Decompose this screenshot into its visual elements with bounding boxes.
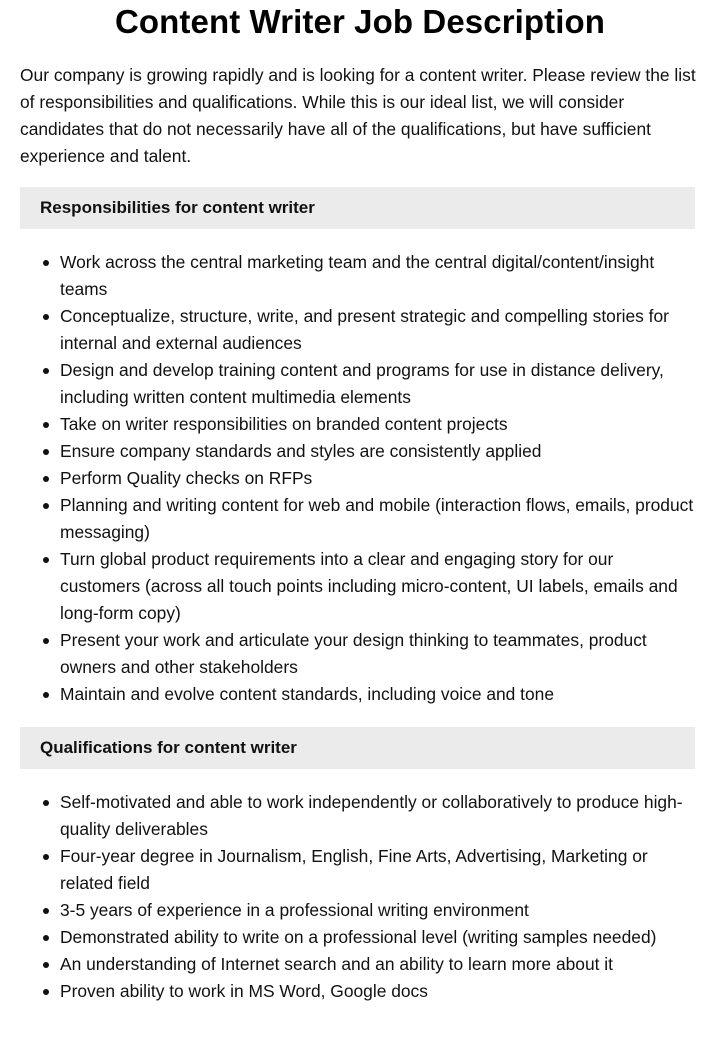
list-item: Demonstrated ability to write on a professional level (writing samples needed) (60, 924, 696, 951)
list-item: Four-year degree in Journalism, English, Fine Arts, Advertising, Marketing or related field (60, 843, 696, 897)
page-title: Content Writer Job Description (114, 3, 606, 40)
list-item: An understanding of Internet search and an ability to learn more about it (60, 951, 696, 978)
list-item: Work across the central marketing team and the central digital/content/insight teams (60, 249, 696, 303)
qualifications-heading: Qualifications for content writer (20, 727, 695, 769)
list-item: Turn global product requirements into a clear and engaging story for our customers (across all touch points including micro-content, UI labels, emails and long-form copy) (60, 546, 696, 627)
list-item: Perform Quality checks on RFPs (60, 465, 696, 492)
list-item: Proven ability to work in MS Word, Google docs (60, 978, 696, 1005)
qualifications-list (0, 789, 720, 1005)
list-item: 3-5 years of experience in a professional writing environment (60, 897, 696, 924)
responsibilities-heading: Responsibilities for content writer (20, 187, 695, 229)
list-item: Planning and writing content for web and mobile (interaction flows, emails, product messaging) (60, 492, 696, 546)
list-item: Take on writer responsibilities on branded content projects (60, 411, 696, 438)
list-item: Self-motivated and able to work independently or collaboratively to produce high-quality deliverables (60, 789, 696, 843)
intro-paragraph: Our company is growing rapidly and is looking for a content writer. Please review the list of responsibilities and qualifications. While this is our ideal list, we will consider candidates that do not necessarily have all of the qualifications, but have sufficient experience and talent. (20, 65, 696, 166)
list-item: Maintain and evolve content standards, including voice and tone (60, 681, 696, 708)
list-item: Design and develop training content and programs for use in distance delivery, including written content multimedia elements (60, 357, 696, 411)
responsibilities-list (0, 249, 720, 708)
list-item: Ensure company standards and styles are consistently applied (60, 438, 696, 465)
list-item: Conceptualize, structure, write, and present strategic and compelling stories for internal and external audiences (60, 303, 696, 357)
list-item: Present your work and articulate your design thinking to teammates, product owners and other stakeholders (60, 627, 696, 681)
